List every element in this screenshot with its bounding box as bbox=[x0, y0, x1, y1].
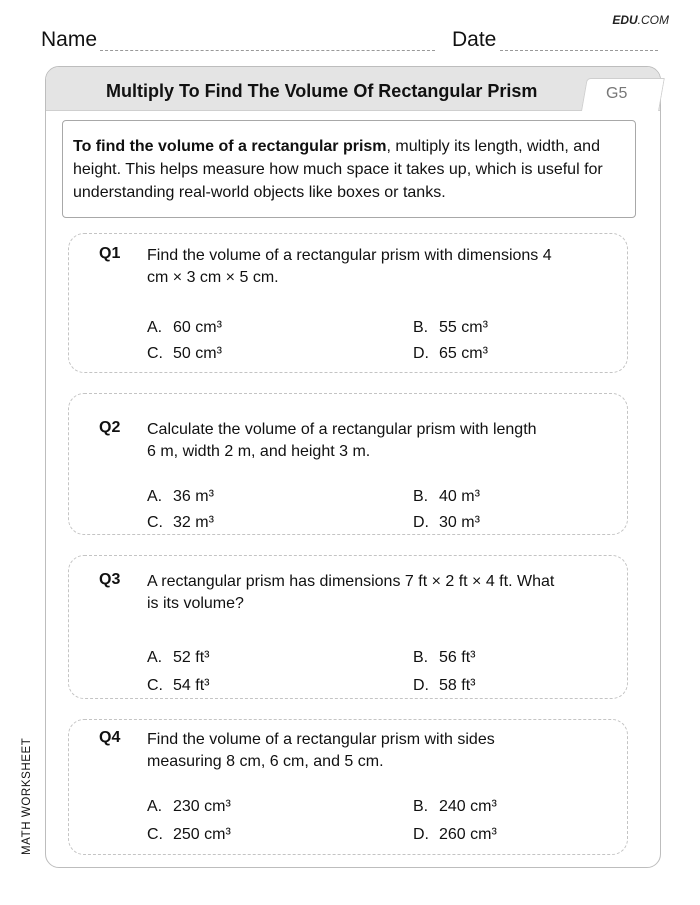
option-value: 65 cm³ bbox=[439, 345, 488, 362]
option-letter: C. bbox=[147, 345, 163, 362]
option-letter: D. bbox=[413, 826, 429, 843]
option-value: 40 m³ bbox=[439, 488, 480, 505]
question-card-4 bbox=[68, 719, 628, 855]
option-c[interactable] bbox=[147, 345, 222, 363]
option-c[interactable] bbox=[147, 677, 209, 695]
option-letter: B. bbox=[413, 319, 429, 336]
question-number: Q1 bbox=[99, 245, 121, 262]
option-value: 58 ft³ bbox=[439, 677, 476, 694]
question-number: Q2 bbox=[99, 419, 121, 436]
option-value: 240 cm³ bbox=[439, 798, 497, 815]
option-letter: A. bbox=[147, 319, 163, 336]
question-text-line: cm × 3 cm × 5 cm. bbox=[147, 269, 279, 286]
question-text-line: Calculate the volume of a rectangular prism with length bbox=[147, 421, 537, 438]
question-text-line: measuring 8 cm, 6 cm, and 5 cm. bbox=[147, 753, 384, 770]
option-letter: D. bbox=[413, 514, 429, 531]
option-value: 250 cm³ bbox=[173, 826, 231, 843]
option-letter: C. bbox=[147, 514, 163, 531]
option-letter: D. bbox=[413, 345, 429, 362]
name-field-line[interactable] bbox=[100, 50, 435, 51]
brand-logo-bold: EDU bbox=[612, 13, 638, 27]
option-value: 50 cm³ bbox=[173, 345, 222, 362]
option-letter: B. bbox=[413, 649, 429, 666]
option-a[interactable] bbox=[147, 649, 209, 667]
question-text-line: Find the volume of a rectangular prism with dimensions 4 bbox=[147, 247, 552, 264]
grade-badge: G5 bbox=[606, 85, 628, 102]
option-b[interactable] bbox=[413, 488, 480, 506]
option-d[interactable] bbox=[413, 677, 475, 695]
option-value: 36 m³ bbox=[173, 488, 214, 505]
option-value: 55 cm³ bbox=[439, 319, 488, 336]
option-value: 60 cm³ bbox=[173, 319, 222, 336]
date-label: Date bbox=[452, 28, 497, 51]
question-card-2 bbox=[68, 393, 628, 535]
question-text bbox=[147, 729, 622, 773]
question-text-line: A rectangular prism has dimensions 7 ft × 2 ft × 4 ft. What bbox=[147, 573, 555, 590]
option-letter: A. bbox=[147, 649, 163, 666]
question-text bbox=[147, 419, 622, 463]
option-value: 30 m³ bbox=[439, 514, 480, 531]
question-card-1 bbox=[68, 233, 628, 373]
brand-logo bbox=[612, 13, 669, 27]
option-value: 56 ft³ bbox=[439, 649, 476, 666]
option-value: 54 ft³ bbox=[173, 677, 210, 694]
option-b[interactable] bbox=[413, 319, 488, 337]
intro-bold: To find the volume of a rectangular prism bbox=[73, 138, 387, 155]
question-text-line: 6 m, width 2 m, and height 3 m. bbox=[147, 443, 371, 460]
option-letter: C. bbox=[147, 677, 163, 694]
option-letter: B. bbox=[413, 798, 429, 815]
question-text bbox=[147, 571, 622, 615]
intro-box bbox=[62, 120, 636, 218]
option-value: 52 ft³ bbox=[173, 649, 210, 666]
option-a[interactable] bbox=[147, 798, 231, 816]
question-text bbox=[147, 245, 622, 289]
option-d[interactable] bbox=[413, 826, 497, 844]
question-text-line: is its volume? bbox=[147, 595, 244, 612]
date-field-line[interactable] bbox=[500, 50, 658, 51]
option-a[interactable] bbox=[147, 319, 222, 337]
option-letter: B. bbox=[413, 488, 429, 505]
option-letter: C. bbox=[147, 826, 163, 843]
option-b[interactable] bbox=[413, 798, 497, 816]
name-label: Name bbox=[41, 28, 98, 51]
option-value: 230 cm³ bbox=[173, 798, 231, 815]
worksheet-card bbox=[45, 66, 661, 868]
option-letter: D. bbox=[413, 677, 429, 694]
question-card-3 bbox=[68, 555, 628, 699]
option-c[interactable] bbox=[147, 826, 231, 844]
side-label: MATH WORKSHEET bbox=[21, 737, 33, 855]
option-b[interactable] bbox=[413, 649, 475, 667]
option-value: 260 cm³ bbox=[439, 826, 497, 843]
option-d[interactable] bbox=[413, 514, 480, 532]
option-d[interactable] bbox=[413, 345, 488, 363]
question-number: Q4 bbox=[99, 729, 121, 746]
question-number: Q3 bbox=[99, 571, 121, 588]
option-c[interactable] bbox=[147, 514, 214, 532]
option-letter: A. bbox=[147, 488, 163, 505]
question-text-line: Find the volume of a rectangular prism with sides bbox=[147, 731, 495, 748]
worksheet-title: Multiply To Find The Volume Of Rectangular Prism bbox=[106, 81, 538, 101]
brand-logo-rest: .COM bbox=[637, 13, 669, 27]
option-a[interactable] bbox=[147, 488, 214, 506]
intro-text: , multiply its length, width, and height. This helps measure how much space it takes up, which is useful for understanding real-world objects like boxes or tanks. bbox=[73, 138, 603, 201]
option-letter: A. bbox=[147, 798, 163, 815]
option-value: 32 m³ bbox=[173, 514, 214, 531]
